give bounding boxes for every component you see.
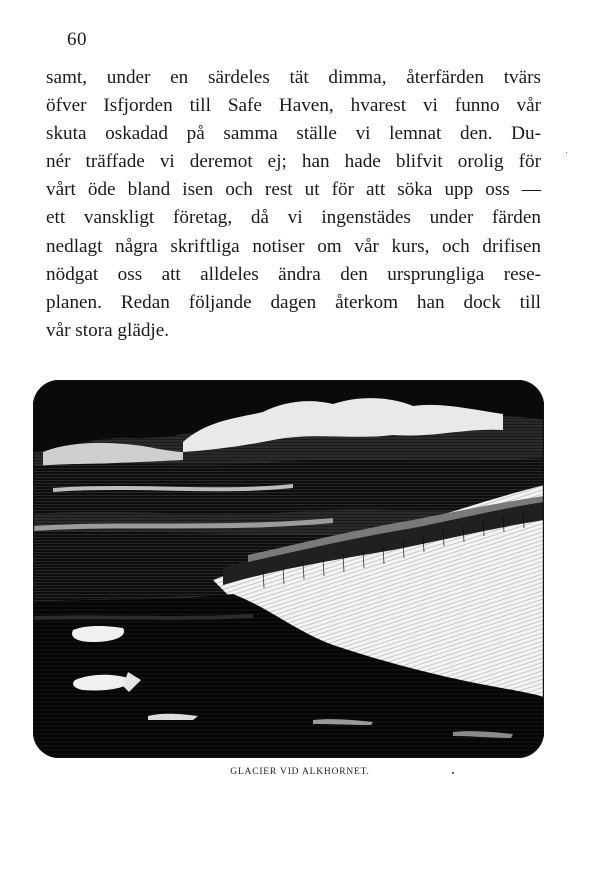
text-line: ett vanskligt företag, då vi ingenstädes under färden <box>46 207 541 229</box>
text-line: skuta oskadad på samma ställe vi lemnat den. Du- <box>46 123 541 145</box>
engraving-svg <box>33 380 544 758</box>
text-line: nedlagt några skriftliga notiser om vår kurs, och drifisen <box>46 235 541 257</box>
page-number: 60 <box>67 29 87 50</box>
text-line: planen. Redan följande dagen återkom han dock till <box>46 291 541 313</box>
text-line: vår stora glädje. <box>46 319 170 341</box>
text-line: vårt öde bland isen och rest ut för att söka upp oss — <box>46 179 541 201</box>
body-paragraph <box>46 64 541 345</box>
text-line: samt, under en särdeles tät dimma, återfärden tvärs <box>46 67 541 88</box>
text-line: nödgat oss att alldeles ändra den ursprungliga rese- <box>46 263 541 285</box>
print-speck <box>566 152 567 153</box>
text-line: öfver Isfjorden till Safe Haven, hvarest vi funno vår <box>46 95 541 117</box>
illustration-caption: GLACIER VID ALKHORNET. <box>230 767 370 777</box>
print-speck <box>452 772 454 774</box>
text-line: nér träffade vi deremot ej; han hade blifvit orolig för <box>46 151 541 173</box>
glacier-engraving <box>33 380 544 758</box>
